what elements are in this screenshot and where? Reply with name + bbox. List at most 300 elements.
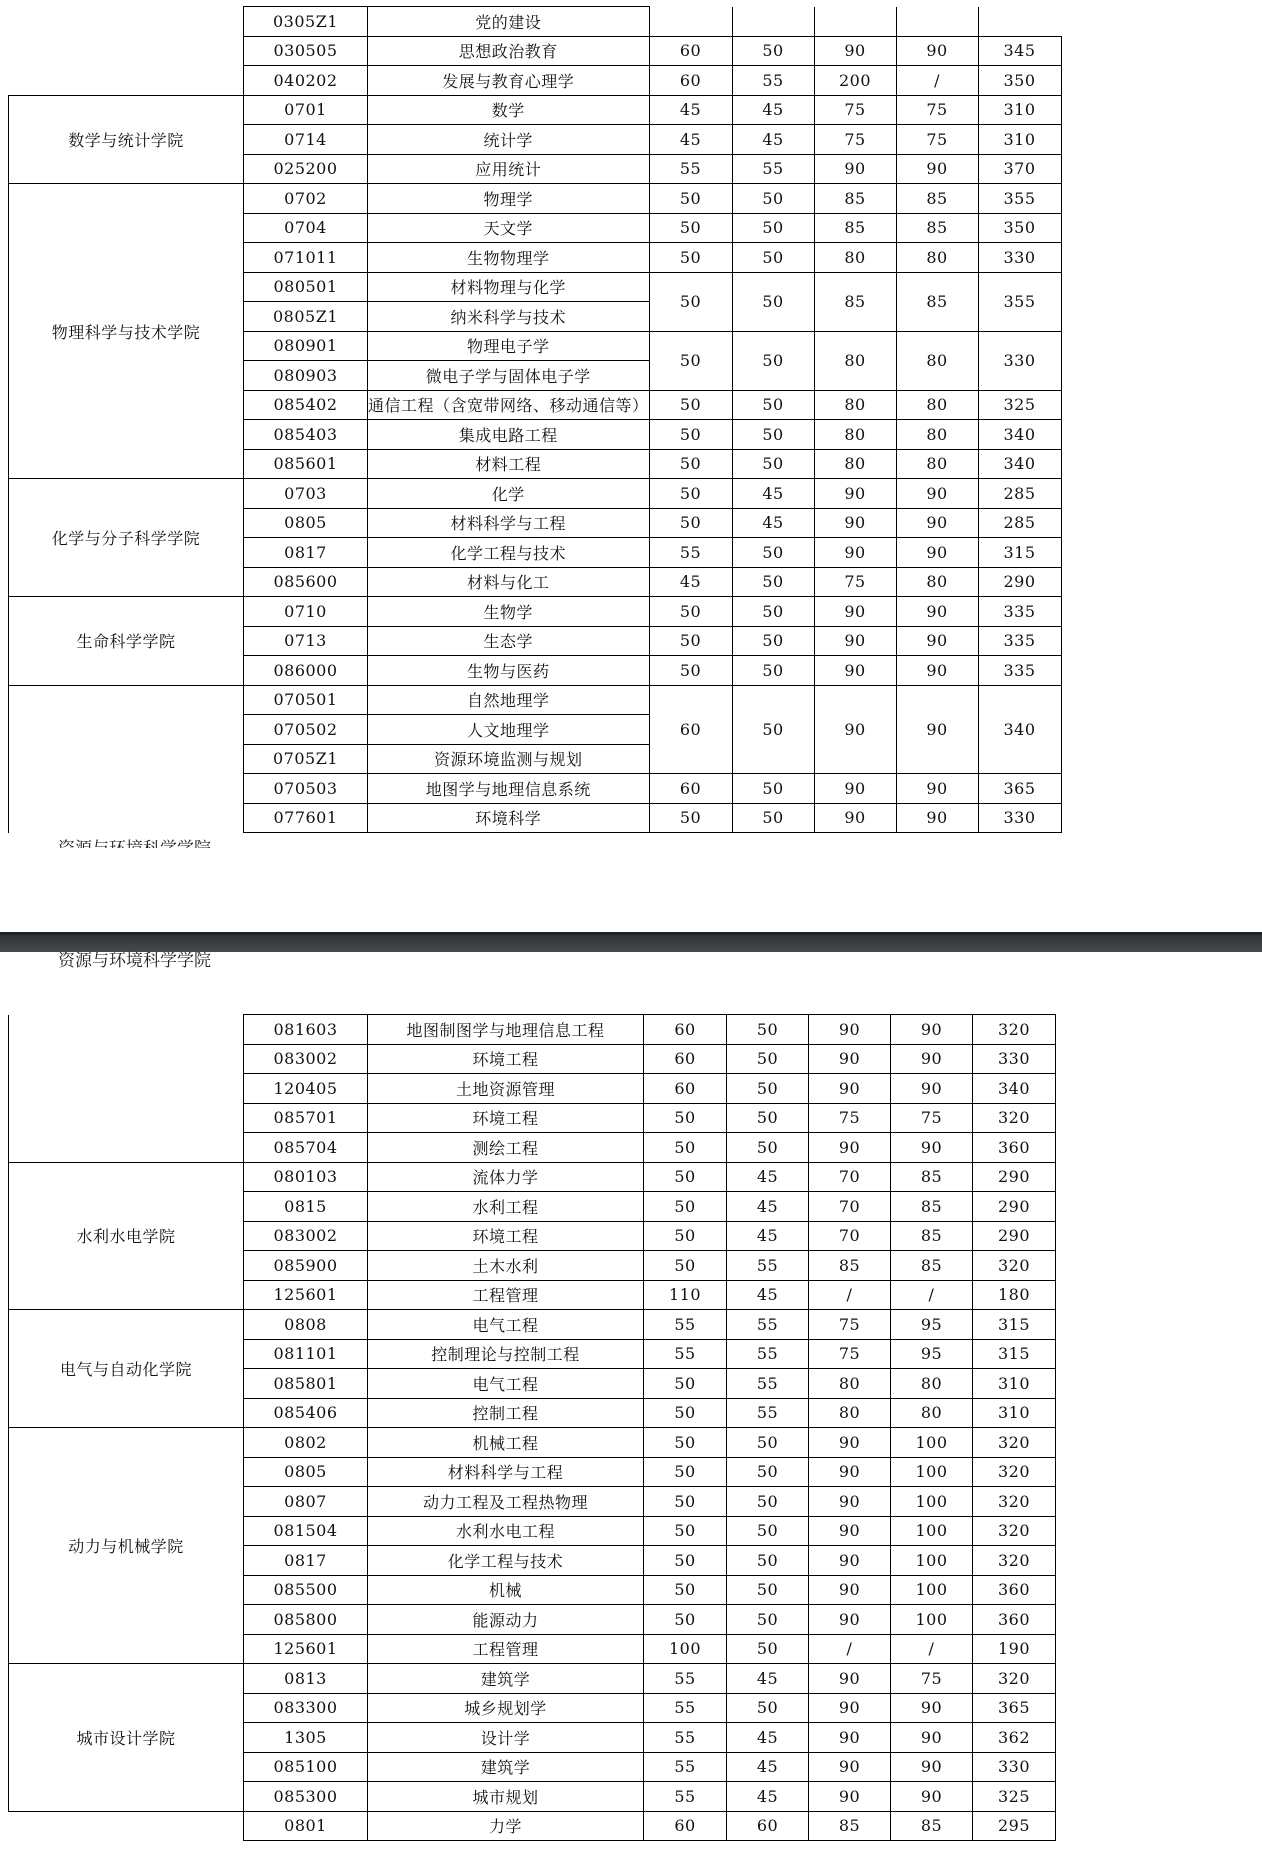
- major-name: 工程管理: [368, 1634, 644, 1664]
- score-cell: 50: [732, 420, 814, 450]
- score-cell: 50: [732, 774, 814, 804]
- major-name: 工程管理: [368, 1280, 644, 1310]
- score-cell: 90: [896, 656, 978, 686]
- major-code: 0808: [244, 1310, 368, 1340]
- score-cell: 50: [732, 36, 814, 66]
- score-cell: 90: [814, 685, 896, 774]
- score-cell: /: [891, 1280, 973, 1310]
- score-cell: 90: [809, 1044, 891, 1074]
- total-score: [978, 7, 1061, 37]
- score-cell: 45: [732, 508, 814, 538]
- score-cell: 85: [809, 1811, 891, 1841]
- score-cell: 90: [896, 508, 978, 538]
- score-cell: 55: [644, 1693, 727, 1723]
- major-code: 085900: [244, 1251, 368, 1281]
- score-cell: 50: [649, 803, 732, 833]
- score-cell: 50: [649, 213, 732, 243]
- score-cell: 50: [644, 1546, 727, 1576]
- score-cell: 55: [644, 1310, 727, 1340]
- total-score: 290: [973, 1192, 1056, 1222]
- score-cell: 80: [896, 390, 978, 420]
- major-code: 083002: [244, 1044, 368, 1074]
- table-row: [9, 184, 1062, 214]
- score-cell: 50: [727, 1487, 809, 1517]
- score-cell: 45: [727, 1723, 809, 1753]
- score-cell: 50: [732, 243, 814, 273]
- major-name: 力学: [368, 1811, 644, 1841]
- score-cell: 90: [891, 1133, 973, 1163]
- major-code: 085801: [244, 1369, 368, 1399]
- score-cell: 85: [814, 272, 896, 331]
- score-cell: 45: [732, 95, 814, 125]
- score-cell: 85: [891, 1162, 973, 1192]
- score-cell: 50: [644, 1251, 727, 1281]
- major-name: 环境科学: [368, 803, 650, 833]
- major-name: 资源环境监测与规划: [368, 744, 650, 774]
- major-code: 125601: [244, 1634, 368, 1664]
- major-code: 0703: [244, 479, 368, 509]
- total-score: 325: [978, 390, 1061, 420]
- major-code: 125601: [244, 1280, 368, 1310]
- score-cell: 90: [891, 1074, 973, 1104]
- score-cell: 90: [809, 1133, 891, 1163]
- score-cell: 90: [809, 1457, 891, 1487]
- score-cell: 90: [809, 1693, 891, 1723]
- score-cell: 80: [891, 1398, 973, 1428]
- score-cell: 50: [644, 1516, 727, 1546]
- score-cell: 50: [644, 1369, 727, 1399]
- score-cell: 100: [891, 1516, 973, 1546]
- total-score: 285: [978, 508, 1061, 538]
- major-code: 080901: [244, 331, 368, 361]
- score-cell: 75: [896, 95, 978, 125]
- college-cell: [9, 1015, 244, 1163]
- score-cell: 100: [891, 1605, 973, 1635]
- score-cell: 50: [727, 1516, 809, 1546]
- total-score: 180: [973, 1280, 1056, 1310]
- score-cell: 90: [896, 154, 978, 184]
- table-row: [9, 1428, 1056, 1458]
- major-name: 思想政治教育: [368, 36, 650, 66]
- score-cell: 50: [732, 331, 814, 390]
- score-cell: 80: [814, 243, 896, 273]
- major-name: 微电子学与固体电子学: [368, 361, 650, 391]
- score-cell: 50: [732, 449, 814, 479]
- score-cell: 50: [732, 626, 814, 656]
- score-cell: 80: [891, 1369, 973, 1399]
- score-cell: 90: [896, 597, 978, 627]
- major-code: 085500: [244, 1575, 368, 1605]
- score-cell: 50: [727, 1457, 809, 1487]
- major-code: 0802: [244, 1428, 368, 1458]
- score-cell: /: [809, 1634, 891, 1664]
- major-name: 天文学: [368, 213, 650, 243]
- major-code: 0805Z1: [244, 302, 368, 332]
- college-name: 生命科学学院: [9, 597, 244, 686]
- score-cell: 100: [644, 1634, 727, 1664]
- major-code: 0817: [244, 1546, 368, 1576]
- total-score: 310: [973, 1398, 1056, 1428]
- score-cell: [814, 7, 896, 37]
- score-cell: 90: [814, 36, 896, 66]
- major-code: 085402: [244, 390, 368, 420]
- college-name: 物理科学与技术学院: [9, 184, 244, 479]
- major-name: 统计学: [368, 125, 650, 155]
- score-cell: 50: [649, 272, 732, 331]
- major-name: 流体力学: [368, 1162, 644, 1192]
- major-name: 材料工程: [368, 449, 650, 479]
- total-score: 190: [973, 1634, 1056, 1664]
- score-cell: 45: [649, 125, 732, 155]
- score-cell: 90: [814, 626, 896, 656]
- score-cell: 80: [896, 567, 978, 597]
- total-score: 335: [978, 626, 1061, 656]
- score-cell: 50: [727, 1103, 809, 1133]
- score-cell: 55: [644, 1664, 727, 1694]
- major-name: 控制理论与控制工程: [368, 1339, 644, 1369]
- score-cell: 50: [649, 479, 732, 509]
- total-score: 315: [978, 538, 1061, 568]
- score-cell: 90: [809, 1074, 891, 1104]
- score-cell: 60: [644, 1015, 727, 1045]
- major-code: 0807: [244, 1487, 368, 1517]
- score-cell: 90: [891, 1752, 973, 1782]
- score-cell: 90: [809, 1516, 891, 1546]
- total-score: 350: [978, 66, 1061, 96]
- score-cell: 90: [891, 1693, 973, 1723]
- score-cell: 50: [732, 567, 814, 597]
- score-cell: 50: [649, 184, 732, 214]
- score-table: [8, 1014, 1056, 1841]
- score-cell: 80: [814, 331, 896, 390]
- major-code: 0805: [244, 1457, 368, 1487]
- table-row: [9, 1162, 1056, 1192]
- total-score: 365: [978, 774, 1061, 804]
- score-cell: 50: [644, 1575, 727, 1605]
- major-code: 0801: [244, 1811, 368, 1841]
- score-cell: 45: [649, 567, 732, 597]
- total-score: 310: [978, 125, 1061, 155]
- major-name: 建筑学: [368, 1752, 644, 1782]
- score-cell: 90: [809, 1428, 891, 1458]
- score-cell: 80: [896, 243, 978, 273]
- major-name: 生物与医药: [368, 656, 650, 686]
- total-score: 320: [973, 1457, 1056, 1487]
- major-name: 应用统计: [368, 154, 650, 184]
- major-code: 0714: [244, 125, 368, 155]
- major-code: 025200: [244, 154, 368, 184]
- score-cell: 90: [809, 1546, 891, 1576]
- score-cell: 50: [649, 656, 732, 686]
- score-cell: 50: [727, 1044, 809, 1074]
- table-row: [9, 1811, 1056, 1841]
- score-cell: 90: [896, 36, 978, 66]
- page-sheet: [0, 952, 1262, 1861]
- total-score: 345: [978, 36, 1061, 66]
- score-cell: 50: [727, 1634, 809, 1664]
- major-name: 控制工程: [368, 1398, 644, 1428]
- major-code: 083300: [244, 1693, 368, 1723]
- score-cell: 85: [891, 1192, 973, 1222]
- score-cell: 50: [649, 449, 732, 479]
- total-score: 320: [973, 1546, 1056, 1576]
- major-code: 081603: [244, 1015, 368, 1045]
- score-cell: 50: [732, 685, 814, 774]
- score-cell: 80: [896, 420, 978, 450]
- major-code: 0710: [244, 597, 368, 627]
- total-score: 330: [978, 331, 1061, 390]
- score-cell: 85: [809, 1251, 891, 1281]
- score-cell: 45: [727, 1782, 809, 1812]
- major-name: 材料科学与工程: [368, 508, 650, 538]
- score-cell: 80: [809, 1369, 891, 1399]
- score-cell: 75: [896, 125, 978, 155]
- major-name: 城市规划: [368, 1782, 644, 1812]
- score-cell: 85: [896, 213, 978, 243]
- score-cell: [732, 7, 814, 37]
- major-name: 材料科学与工程: [368, 1457, 644, 1487]
- score-cell: 50: [644, 1192, 727, 1222]
- score-cell: 80: [896, 331, 978, 390]
- score-cell: 90: [814, 597, 896, 627]
- major-name: 化学工程与技术: [368, 538, 650, 568]
- major-code: 085100: [244, 1752, 368, 1782]
- table-row: [9, 95, 1062, 125]
- major-name: 环境工程: [368, 1221, 644, 1251]
- score-cell: 45: [649, 95, 732, 125]
- score-cell: 80: [896, 449, 978, 479]
- major-code: 070501: [244, 685, 368, 715]
- score-cell: 75: [891, 1103, 973, 1133]
- page-sheet: [0, 0, 1262, 848]
- score-cell: 90: [896, 803, 978, 833]
- total-score: 320: [973, 1516, 1056, 1546]
- total-score: 290: [973, 1162, 1056, 1192]
- score-cell: 85: [814, 213, 896, 243]
- score-cell: 100: [891, 1546, 973, 1576]
- major-code: 030505: [244, 36, 368, 66]
- score-cell: 50: [732, 538, 814, 568]
- major-code: 080103: [244, 1162, 368, 1192]
- score-cell: 50: [644, 1162, 727, 1192]
- table-row: [9, 7, 1062, 37]
- major-code: 080501: [244, 272, 368, 302]
- score-cell: /: [809, 1280, 891, 1310]
- score-cell: 50: [644, 1133, 727, 1163]
- major-name: 建筑学: [368, 1664, 644, 1694]
- score-cell: 90: [809, 1752, 891, 1782]
- total-score: 295: [973, 1811, 1056, 1841]
- major-name: 数学: [368, 95, 650, 125]
- total-score: 340: [978, 420, 1061, 450]
- major-name: 能源动力: [368, 1605, 644, 1635]
- score-cell: 55: [727, 1339, 809, 1369]
- score-cell: 50: [732, 184, 814, 214]
- score-cell: 90: [896, 626, 978, 656]
- score-cell: 50: [727, 1575, 809, 1605]
- score-cell: 60: [649, 36, 732, 66]
- total-score: 365: [973, 1693, 1056, 1723]
- total-score: 320: [973, 1015, 1056, 1045]
- score-cell: 45: [727, 1752, 809, 1782]
- score-cell: 55: [727, 1310, 809, 1340]
- score-cell: 90: [814, 154, 896, 184]
- major-code: 0705Z1: [244, 744, 368, 774]
- total-score: 330: [978, 243, 1061, 273]
- major-name: 材料与化工: [368, 567, 650, 597]
- score-cell: 85: [891, 1251, 973, 1281]
- score-cell: 50: [649, 420, 732, 450]
- total-score: 355: [978, 184, 1061, 214]
- total-score: 340: [973, 1074, 1056, 1104]
- score-cell: 90: [809, 1723, 891, 1753]
- major-name: 发展与教育心理学: [368, 66, 650, 96]
- score-cell: 85: [814, 184, 896, 214]
- score-cell: 75: [814, 95, 896, 125]
- college-cell: [9, 7, 244, 96]
- score-cell: 50: [727, 1693, 809, 1723]
- score-cell: 85: [896, 272, 978, 331]
- major-name: 通信工程（含宽带网络、移动通信等）: [368, 390, 650, 420]
- major-name: 城乡规划学: [368, 1693, 644, 1723]
- major-code: 071011: [244, 243, 368, 273]
- major-code: 0704: [244, 213, 368, 243]
- major-code: 0713: [244, 626, 368, 656]
- score-cell: 85: [896, 184, 978, 214]
- score-cell: 95: [891, 1339, 973, 1369]
- total-score: 355: [978, 272, 1061, 331]
- score-cell: 75: [809, 1310, 891, 1340]
- score-cell: 70: [809, 1192, 891, 1222]
- major-name: 物理学: [368, 184, 650, 214]
- major-code: 081504: [244, 1516, 368, 1546]
- score-cell: 50: [732, 390, 814, 420]
- total-score: 320: [973, 1664, 1056, 1694]
- total-score: 285: [978, 479, 1061, 509]
- major-name: 水利工程: [368, 1192, 644, 1222]
- score-cell: 90: [809, 1575, 891, 1605]
- table-row: [9, 479, 1062, 509]
- score-cell: 90: [896, 774, 978, 804]
- score-cell: 80: [814, 449, 896, 479]
- major-name: 集成电路工程: [368, 420, 650, 450]
- score-cell: 50: [727, 1546, 809, 1576]
- major-code: 085406: [244, 1398, 368, 1428]
- score-cell: 50: [644, 1457, 727, 1487]
- score-cell: 75: [814, 567, 896, 597]
- total-score: 320: [973, 1251, 1056, 1281]
- major-code: 085704: [244, 1133, 368, 1163]
- major-name: 土地资源管理: [368, 1074, 644, 1104]
- score-cell: 90: [891, 1723, 973, 1753]
- score-cell: 60: [649, 66, 732, 96]
- score-cell: 45: [732, 125, 814, 155]
- score-cell: 85: [891, 1811, 973, 1841]
- score-cell: 75: [809, 1103, 891, 1133]
- total-score: 335: [978, 656, 1061, 686]
- score-cell: 45: [727, 1192, 809, 1222]
- major-name: 纳米科学与技术: [368, 302, 650, 332]
- score-cell: 90: [891, 1044, 973, 1074]
- score-cell: /: [891, 1634, 973, 1664]
- score-cell: 90: [814, 774, 896, 804]
- score-cell: 90: [814, 538, 896, 568]
- score-cell: 90: [814, 508, 896, 538]
- total-score: 290: [978, 567, 1061, 597]
- score-cell: 50: [649, 508, 732, 538]
- major-name: 生物学: [368, 597, 650, 627]
- score-cell: 75: [809, 1339, 891, 1369]
- score-cell: 90: [896, 538, 978, 568]
- college-name-cutoff: 资源与环境科学学院: [58, 951, 211, 971]
- major-code: 085601: [244, 449, 368, 479]
- major-code: 0817: [244, 538, 368, 568]
- major-code: 070502: [244, 715, 368, 745]
- total-score: 340: [978, 685, 1061, 774]
- major-name: 机械工程: [368, 1428, 644, 1458]
- total-score: 360: [973, 1133, 1056, 1163]
- score-cell: 50: [649, 390, 732, 420]
- score-cell: 90: [891, 1782, 973, 1812]
- score-cell: 60: [727, 1811, 809, 1841]
- major-code: 085701: [244, 1103, 368, 1133]
- total-score: 320: [973, 1103, 1056, 1133]
- major-name: 地图制图学与地理信息工程: [368, 1015, 644, 1045]
- major-name: 环境工程: [368, 1044, 644, 1074]
- major-name: 人文地理学: [368, 715, 650, 745]
- score-cell: 50: [732, 597, 814, 627]
- college-name: 动力与机械学院: [9, 1428, 244, 1664]
- score-cell: /: [896, 66, 978, 96]
- score-cell: 50: [732, 656, 814, 686]
- total-score: 290: [973, 1221, 1056, 1251]
- college-cell: [9, 685, 244, 833]
- major-code: 077601: [244, 803, 368, 833]
- score-cell: 45: [727, 1221, 809, 1251]
- major-code: 085800: [244, 1605, 368, 1635]
- total-score: 315: [973, 1339, 1056, 1369]
- score-cell: 50: [727, 1015, 809, 1045]
- score-cell: 90: [896, 685, 978, 774]
- college-name: 电气与自动化学院: [9, 1310, 244, 1428]
- major-name: 电气工程: [368, 1369, 644, 1399]
- major-name: 水利水电工程: [368, 1516, 644, 1546]
- major-code: 0305Z1: [244, 7, 368, 37]
- score-cell: 70: [809, 1162, 891, 1192]
- table-row: [9, 1664, 1056, 1694]
- score-cell: 50: [727, 1074, 809, 1104]
- score-cell: 45: [727, 1162, 809, 1192]
- score-cell: 80: [814, 390, 896, 420]
- score-cell: 90: [814, 656, 896, 686]
- score-cell: 60: [644, 1044, 727, 1074]
- score-cell: 55: [644, 1752, 727, 1782]
- score-cell: 50: [732, 803, 814, 833]
- major-code: 1305: [244, 1723, 368, 1753]
- score-cell: 60: [644, 1811, 727, 1841]
- score-cell: 80: [814, 420, 896, 450]
- college-cell: [9, 1811, 244, 1841]
- score-cell: [649, 7, 732, 37]
- major-name: 设计学: [368, 1723, 644, 1753]
- score-cell: 90: [809, 1664, 891, 1694]
- score-cell: 90: [891, 1015, 973, 1045]
- score-cell: 55: [727, 1251, 809, 1281]
- major-name: 化学: [368, 479, 650, 509]
- total-score: 310: [973, 1369, 1056, 1399]
- major-code: 085300: [244, 1782, 368, 1812]
- score-cell: 55: [649, 154, 732, 184]
